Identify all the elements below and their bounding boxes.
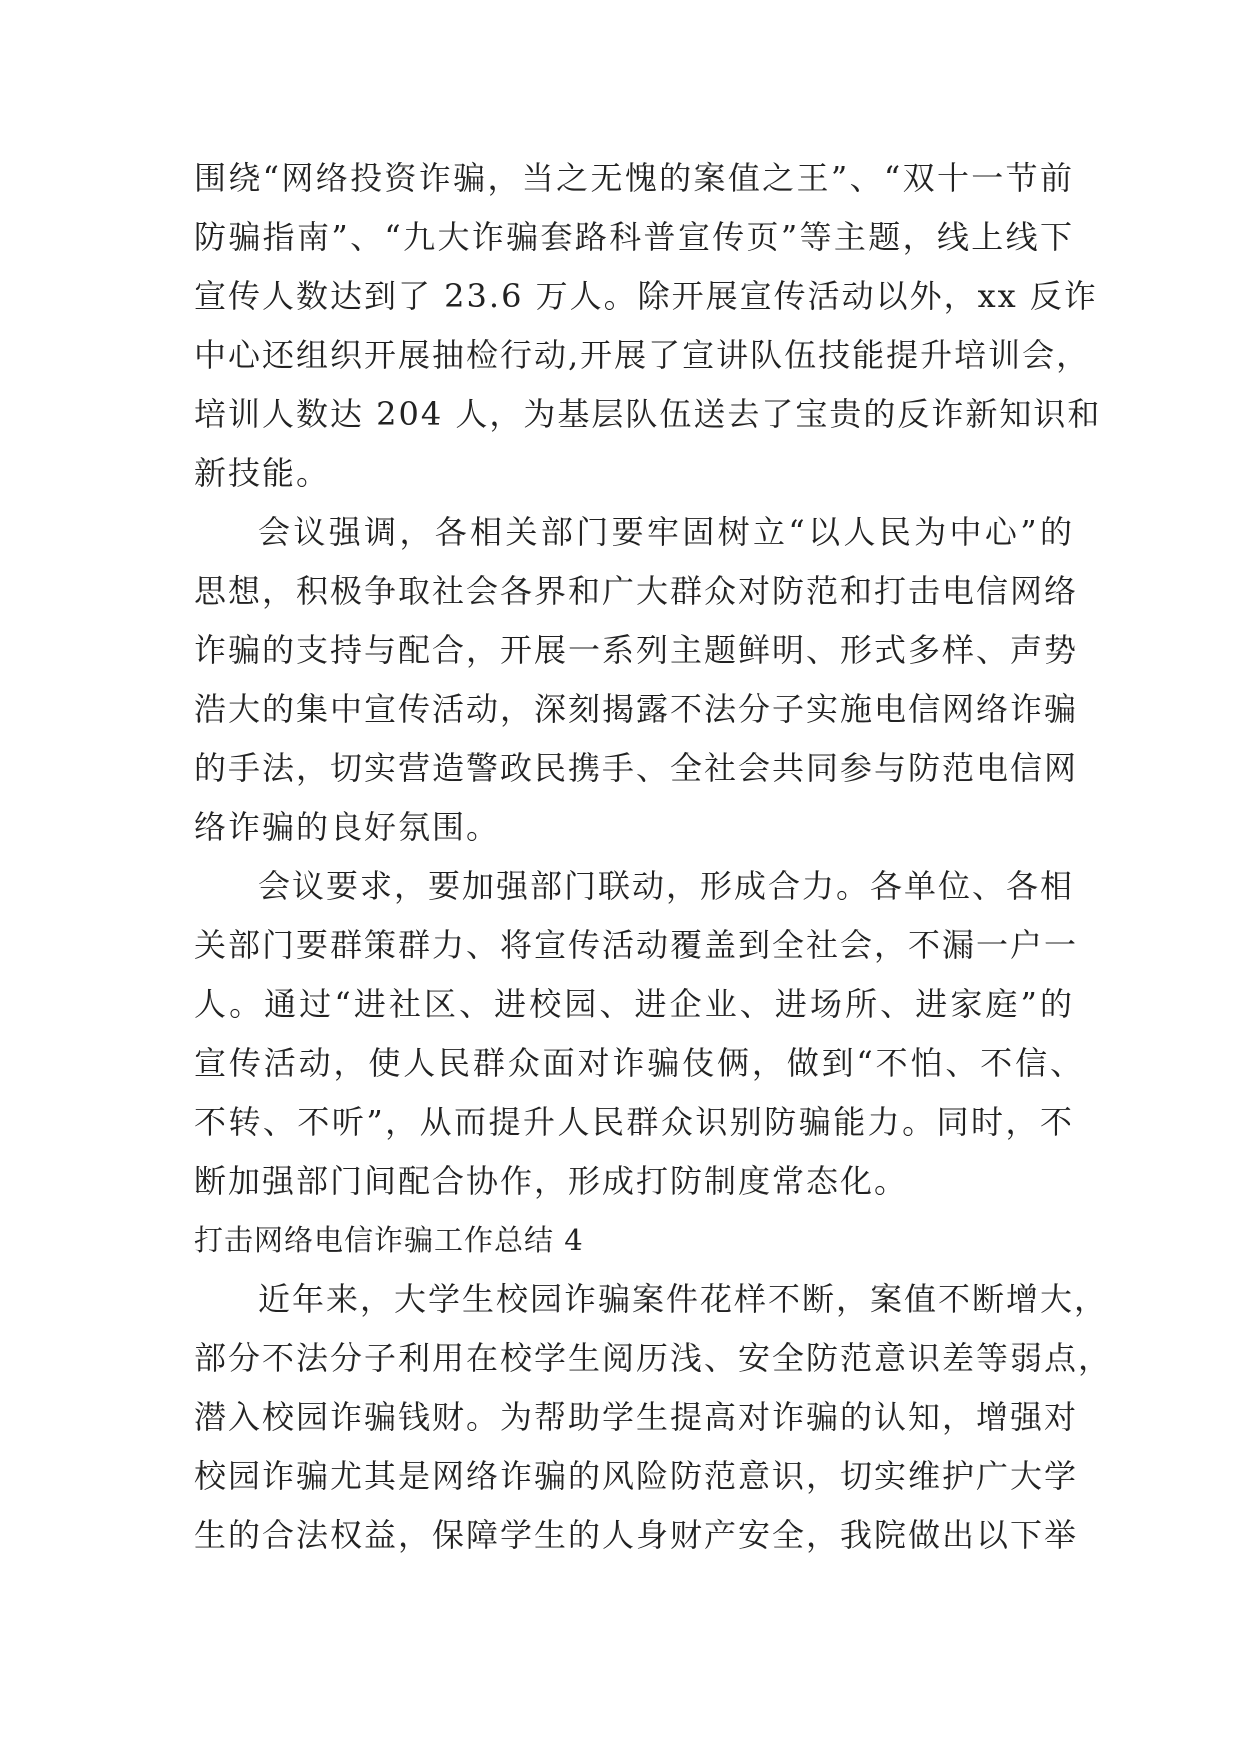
section-heading: 打击网络电信诈骗工作总结 4 [194,1223,584,1257]
paragraph-3-line-3: 人。通过“进社区、进校园、进企业、进场所、进家庭”的 [194,985,1074,1023]
paragraph-4-line-3: 潜入校园诈骗钱财。为帮助学生提高对诈骗的认知，增强对 [194,1398,1079,1436]
paragraph-1-line-1: 围绕“网络投资诈骗，当之无愧的案值之王”、“双十一节前 [194,159,1074,197]
paragraph-4-line-1: 近年来，大学生校园诈骗案件花样不断，案值不断增大， [258,1280,1109,1318]
paragraph-1-line-3: 宣传人数达到了 23.6 万人。除开展宣传活动以外，xx 反诈 [194,277,1098,315]
paragraph-3-line-2: 关部门要群策群力、将宣传活动覆盖到全社会，不漏一户一 [194,926,1079,964]
paragraph-3-line-1: 会议要求，要加强部门联动，形成合力。各单位、各相 [258,867,1075,905]
paragraph-1-line-6: 新技能。 [194,454,331,492]
paragraph-2-line-6: 络诈骗的良好氛围。 [194,808,501,846]
paragraph-4-line-4: 校园诈骗尤其是网络诈骗的风险防范意识，切实维护广大学 [194,1457,1079,1495]
paragraph-3-line-6: 断加强部门间配合协作，形成打防制度常态化。 [194,1162,909,1200]
paragraph-1-line-4: 中心还组织开展抽检行动,开展了宣讲队伍技能提升培训会， [194,336,1091,374]
paragraph-2-line-5: 的手法，切实营造警政民携手、全社会共同参与防范电信网 [194,749,1079,787]
paragraph-1-line-5: 培训人数达 204 人，为基层队伍送去了宝贵的反诈新知识和 [194,395,1102,433]
paragraph-3-line-5: 不转、不听”，从而提升人民群众识别防骗能力。同时，不 [194,1103,1074,1141]
paragraph-3-line-4: 宣传活动，使人民群众面对诈骗伎俩，做到“不怕、不信、 [194,1044,1084,1082]
paragraph-2-line-1: 会议强调，各相关部门要牢固树立“以人民为中心”的 [258,513,1074,551]
paragraph-2-line-4: 浩大的集中宣传活动，深刻揭露不法分子实施电信网络诈骗 [194,690,1079,728]
paragraph-4-line-5: 生的合法权益，保障学生的人身财产安全，我院做出以下举 [194,1516,1079,1554]
paragraph-2-line-3: 诈骗的支持与配合，开展一系列主题鲜明、形式多样、声势 [194,631,1079,669]
paragraph-4-line-2: 部分不法分子利用在校学生阅历浅、安全防范意识差等弱点， [194,1339,1113,1377]
paragraph-1-line-2: 防骗指南”、“九大诈骗套路科普宣传页”等主题，线上线下 [194,218,1074,256]
paragraph-2-line-2: 思想，积极争取社会各界和广大群众对防范和打击电信网络 [194,572,1079,610]
